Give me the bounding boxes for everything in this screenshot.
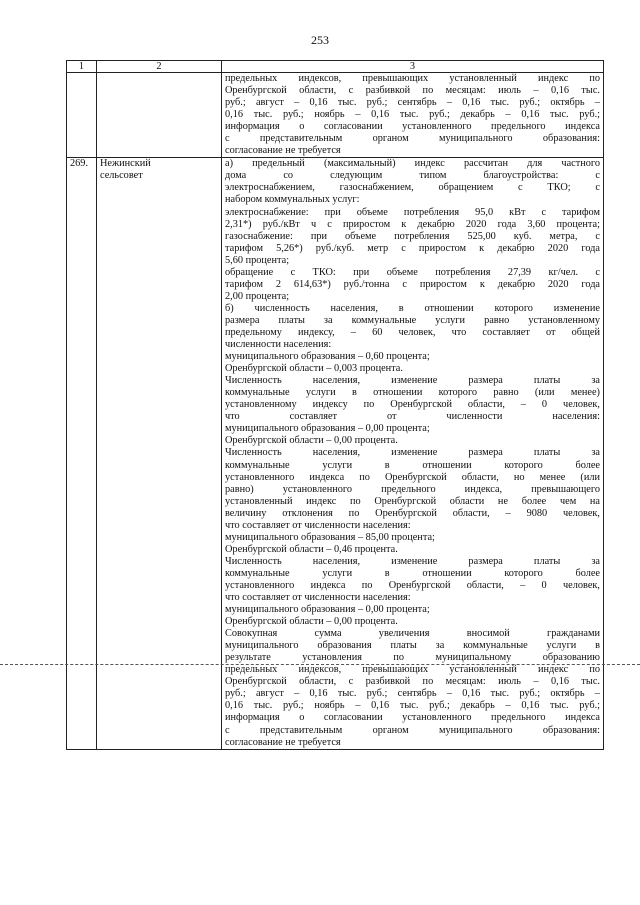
text-line: электроснабжение: при объеме потребления 95,0 кВт с тарифом bbox=[225, 206, 600, 218]
text-line: предельному индексу, – 60 человек, что составляет от общей bbox=[225, 326, 600, 338]
text-line: коммунальные услуги в отношении которого более bbox=[225, 567, 600, 579]
text-line: согласование не требуется bbox=[225, 145, 341, 157]
text-line: муниципального образования – 0,00 процента; bbox=[225, 423, 430, 435]
row-description bbox=[222, 158, 604, 749]
text-line: 0,16 тыс. руб.; ноябрь – 0,16 тыс. руб.; декабрь – 0,16 тыс. руб.; bbox=[225, 700, 600, 712]
text-line: дома со следующим типом благоустройства: с bbox=[225, 170, 600, 182]
text-line: установленного индекса по Оренбургской области, но менее (или bbox=[225, 471, 600, 483]
text-line: предельных индексов, превышающих установленный индекс по bbox=[225, 664, 600, 676]
text-line: набором коммунальных услуг: bbox=[225, 194, 360, 206]
header-col-1: 1 bbox=[67, 61, 97, 73]
text-line: тарифом 5,26*) руб./куб. метр с приростом к декабрю 2020 года bbox=[225, 242, 600, 254]
continuation-name-cell bbox=[97, 73, 222, 158]
text-line: установленного индекса по Оренбургской области, – 0 человек, bbox=[225, 579, 600, 591]
municipality-name-line: сельсовет bbox=[100, 170, 143, 182]
text-line: газоснабжение: при объеме потребления 525,00 куб. метра, с bbox=[225, 230, 600, 242]
text-line: Оренбургской области – 0,46 процента. bbox=[225, 543, 398, 555]
text-line: Оренбургской области, с разбивкой по месяцам: июль – 0,16 тыс. bbox=[225, 676, 600, 688]
continuation-row bbox=[67, 73, 604, 158]
text-line: информация о согласовании установленного предельного индекса bbox=[225, 712, 600, 724]
text-line: муниципального образования – 85,00 процента; bbox=[225, 531, 435, 543]
text-line: согласование не требуется bbox=[225, 736, 341, 748]
text-line: Численность населения, изменение размера платы за bbox=[225, 555, 600, 567]
text-line: обращение с ТКО: при объеме потребления 27,39 кг/чел. с bbox=[225, 266, 600, 278]
text-line: численности населения: bbox=[225, 339, 332, 351]
text-line: руб.; август – 0,16 тыс. руб.; сентябрь – 0,16 тыс. руб.; октябрь – bbox=[225, 97, 600, 109]
text-line: что составляет от численности населения: bbox=[225, 519, 411, 531]
text-line: что составляет от численности населения: bbox=[225, 592, 411, 604]
text-line: Численность населения, изменение размера платы за bbox=[225, 447, 600, 459]
text-line: с представительным органом муниципального образования: bbox=[225, 724, 600, 736]
text-line: Оренбургской области – 0,00 процента. bbox=[225, 616, 398, 628]
text-line: тарифом 2 614,63*) руб./тонна с приростом к декабрю 2020 года bbox=[225, 278, 600, 290]
text-line: Оренбургской области – 0,003 процента. bbox=[225, 363, 403, 375]
municipality-name bbox=[97, 158, 222, 749]
text-line: 2,00 процента; bbox=[225, 290, 290, 302]
text-line: руб.; август – 0,16 тыс. руб.; сентябрь – 0,16 тыс. руб.; октябрь – bbox=[225, 688, 600, 700]
text-line: 5,60 процента; bbox=[225, 254, 290, 266]
text-line: с представительным органом муниципального образования: bbox=[225, 133, 600, 145]
text-line: а) предельный (максимальный) индекс рассчитан для частного bbox=[225, 158, 600, 170]
text-line: что составляет от численности населения: bbox=[225, 411, 600, 423]
text-line: Оренбургской области – 0,00 процента. bbox=[225, 435, 398, 447]
row-number: 269. bbox=[67, 158, 97, 749]
continuation-number-cell bbox=[67, 73, 97, 158]
text-line: информация о согласовании установленного предельного индекса bbox=[225, 121, 600, 133]
fold-line bbox=[0, 664, 640, 665]
text-line: предельных индексов, превышающих установленный индекс по bbox=[225, 73, 600, 84]
text-line: муниципального образования – 0,60 процента; bbox=[225, 351, 430, 363]
text-line: коммунальные услуги в отношении которого равно (или менее) bbox=[225, 387, 600, 399]
text-line: величину отклонения по Оренбургской области, – 9080 человек, bbox=[225, 507, 600, 519]
page-number: 253 bbox=[311, 33, 329, 47]
text-line: Численность населения, изменение размера платы за bbox=[225, 375, 600, 387]
text-line: Совокупная сумма увеличения вносимой гражданами bbox=[225, 628, 600, 640]
text-line: коммунальные услуги в отношении которого более bbox=[225, 459, 600, 471]
text-line: Оренбургской области, с разбивкой по месяцам: июль – 0,16 тыс. bbox=[225, 85, 600, 97]
municipality-name-line: Нежинский bbox=[100, 158, 151, 170]
text-line: электроснабжением, газоснабжением, обращением с ТКО; с bbox=[225, 182, 600, 194]
text-line: 0,16 тыс. руб.; ноябрь – 0,16 тыс. руб.; декабрь – 0,16 тыс. руб.; bbox=[225, 109, 600, 121]
header-col-3: 3 bbox=[222, 61, 604, 73]
text-line: б) численность населения, в отношении которого изменение bbox=[225, 302, 600, 314]
text-line: размера платы за коммунальные услуги равно установленному bbox=[225, 314, 600, 326]
table-header-row bbox=[67, 61, 604, 73]
text-line: результате установления по муниципальному образованию bbox=[225, 652, 600, 664]
header-col-2: 2 bbox=[97, 61, 222, 73]
text-line: установленный индекс по Оренбургской области не более чем на bbox=[225, 495, 600, 507]
continuation-text-cell bbox=[222, 73, 604, 158]
table-row-269 bbox=[67, 158, 604, 749]
text-line: муниципального образования платы за коммунальные услуги в bbox=[225, 640, 600, 652]
text-line: 2,31*) руб./кВт ч с приростом к декабрю 2020 года 3,60 процента; bbox=[225, 218, 600, 230]
text-line: равно) установленного предельного индекса, превышающего bbox=[225, 483, 600, 495]
text-line: установленному индексу по Оренбургской области, – 0 человек, bbox=[225, 399, 600, 411]
indices-table bbox=[66, 60, 604, 750]
text-line: муниципального образования – 0,00 процента; bbox=[225, 604, 430, 616]
